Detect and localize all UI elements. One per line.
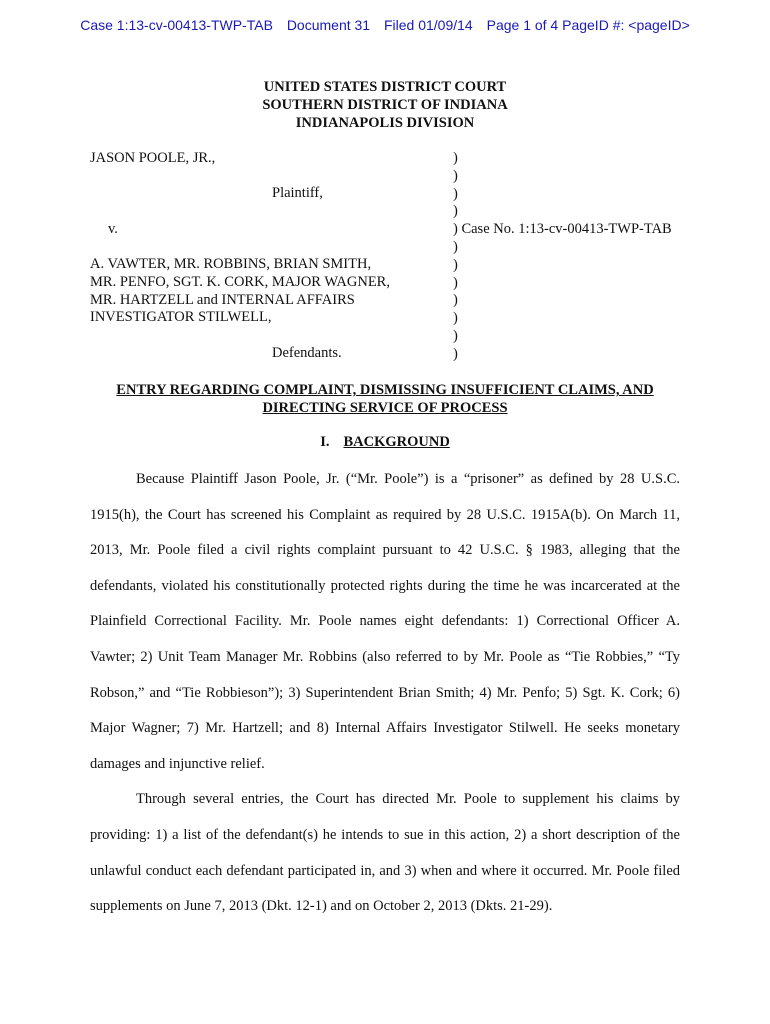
- versus-label: v.: [108, 221, 118, 237]
- section-title: BACKGROUND: [343, 434, 450, 450]
- caption-paren-column: [453, 150, 713, 364]
- header-case-number: Case 1:13-cv-00413-TWP-TAB: [80, 17, 273, 33]
- entry-title-line: ENTRY REGARDING COMPLAINT, DISMISSING INSUFFICIENT CLAIMS, AND: [116, 382, 654, 398]
- section-heading: [0, 434, 770, 451]
- header-document-number: Document 31: [286, 17, 371, 33]
- plaintiff-name: JASON POOLE, JR.,: [90, 150, 216, 166]
- court-name: UNITED STATES DISTRICT COURT: [263, 79, 507, 95]
- caption-paren: ): [453, 150, 458, 166]
- caption-paren: ): [453, 274, 458, 291]
- defendants-line: MR. PENFO, SGT. K. CORK, MAJOR WAGNER,: [90, 274, 390, 290]
- header-filed-date: Filed 01/09/14: [383, 17, 473, 33]
- paragraph: Through several entries, the Court has directed Mr. Poole to supplement his claims by providing: 1) a list of the defendant(s) he intends to sue in this action, 2) a short description of the unlawful conduct each defendant participated in, and 3) when and where it occurred. Mr. Poole filed supplements on June 7, 2013 (Dkt. 12-1) and on October 2, 2013 (Dkts. 21-29).: [90, 791, 680, 915]
- caption-paren: ): [453, 345, 458, 362]
- entry-title: [0, 381, 770, 417]
- caption-paren: ): [453, 256, 458, 273]
- entry-title-line: DIRECTING SERVICE OF PROCESS: [262, 400, 508, 416]
- body-text: [90, 462, 680, 925]
- defendants-line: MR. HARTZELL and INTERNAL AFFAIRS: [90, 292, 355, 308]
- plaintiff-role: Plaintiff,: [272, 185, 323, 201]
- court-division: INDIANAPOLIS DIVISION: [295, 115, 475, 131]
- case-number: ) Case No. 1:13-cv-00413-TWP-TAB: [453, 221, 672, 238]
- filing-header: [0, 17, 770, 33]
- caption-paren: ): [453, 203, 458, 220]
- defendants-line: INVESTIGATOR STILWELL,: [90, 309, 272, 325]
- defendants-role: Defendants.: [272, 345, 342, 361]
- caption-paren: ): [453, 327, 458, 344]
- section-number: I.: [320, 434, 330, 450]
- court-heading: [0, 78, 770, 132]
- header-page-info: Page 1 of 4 PageID #: <pageID>: [486, 17, 690, 33]
- court-district: SOUTHERN DISTRICT OF INDIANA: [262, 97, 508, 113]
- caption-paren: ): [453, 292, 458, 309]
- caption-paren: ): [453, 310, 458, 327]
- caption-paren: ): [453, 167, 458, 184]
- caption-paren: ): [453, 238, 458, 255]
- defendants-line: A. VAWTER, MR. ROBBINS, BRIAN SMITH,: [90, 256, 372, 272]
- paragraph: Because Plaintiff Jason Poole, Jr. (“Mr. Poole”) is a “prisoner” as defined by 28 U.S.C. 1915(h), the Court has screened his Complaint as required by 28 U.S.C. 1915A(b). On March 11, 2013, Mr. Poole filed a civil rights complaint pursuant to 42 U.S.C. § 1983, alleging that the defendants, violated his constitutionally protected rights during the time he was incarcerated at the Plainfield Correctional Facility. Mr. Poole names eight defendants: 1) Correctional Officer A. Vawter; 2) Unit Team Manager Mr. Robbins (also referred to by Mr. Poole as “Tie Robbies,” “Ty Robson,” and “Tie Robbieson”); 3) Superintendent Brian Smith; 4) Mr. Penfo; 5) Sgt. K. Cork; 6) Major Wagner; 7) Mr. Hartzell; and 8) Internal Affairs Investigator Stilwell. He seeks monetary damages and injunctive relief.: [90, 471, 680, 772]
- caption-paren: ): [453, 185, 458, 202]
